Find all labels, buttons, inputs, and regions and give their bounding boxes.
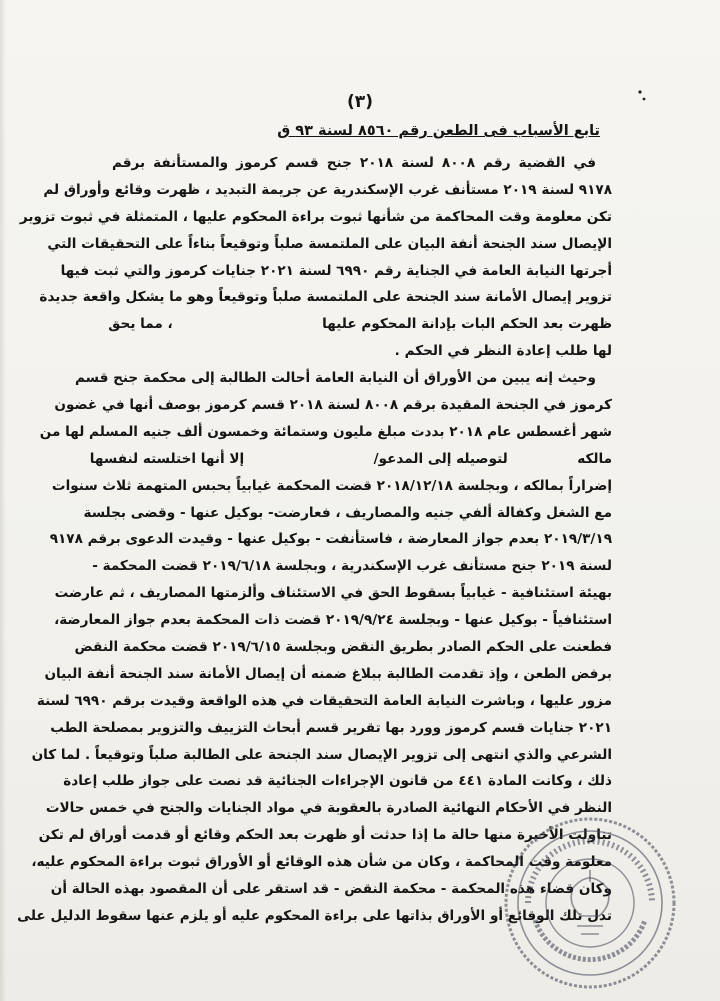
- text-line-3: تكن معلومة وقت المحاكمة من شأنها ثبوت براءة المحكوم عليها ، المتمثلة في ثبوت تزوير: [19, 208, 612, 225]
- text-line-22: ٢٠٢١ جنايات قسم كرموز وورد بها تقرير قسم أبحاث التزييف والتزوير بمصلحة الطب: [50, 719, 612, 736]
- text-line-2: ٩١٧٨ لسنة ٢٠١٩ مستأنف غرب الإسكندرية عن جريمة التبديد ، ظهرت وقائع وأوراق لم: [43, 181, 612, 198]
- text-line-12: [89, 446, 612, 473]
- redacted-gap: [177, 317, 317, 331]
- text-line-18: استئنافياً - بوكيل عنها - وبجلسة ٢٠١٩/٩/٢٤ قضت ذات المحكمة بعدم جواز المعارضة،: [54, 612, 612, 629]
- text-line-8: لها طلب إعادة النظر في الحكم .: [394, 343, 612, 360]
- text-line-29: تدل تلك الوقائع أو الأوراق بذاتها على براءة المحكوم عليه أو يلزم عنها سقوط الدليل على: [17, 907, 612, 924]
- scan-shadow-edge: [0, 0, 6, 1001]
- text-line-23: الشرعي والذي انتهى إلى تزوير الإيصال سند الجنحة على الطالبة صلباً وتوقيعاً . لما كان: [31, 746, 612, 763]
- section-heading: تابع الأسباب فى الطعن رقم ٨٥٦٠ لسنة ٩٣ ق: [277, 123, 600, 139]
- text-line-9: وحيث إنه يبين من الأوراق أن النيابة العامة أحالت الطالبة إلى محكمة جنح قسم: [74, 370, 596, 387]
- text-line-10: كرموز في الجنحة المقيدة برقم ٨٠٠٨ لسنة ٢٠١٨ قسم كرموز بوصف أنها في غضون: [54, 397, 612, 414]
- text-line-16: لسنة ٢٠١٩ جنح مستأنف غرب الإسكندرية ، وبجلسة ٢٠١٩/٦/١٨ قضت المحكمة -: [92, 558, 612, 575]
- redacted-gap: [512, 452, 572, 466]
- text-line-24: ذلك ، وكانت المادة ٤٤١ من قانون الإجراءات الجنائية قد نصت على جواز طلب إعادة: [63, 773, 612, 790]
- redacted-gap: [249, 452, 369, 466]
- text-line-20: برفض الطعن ، وإذ تقدمت الطالبة ببلاغ ضمنه أن إيصال الأمانة سند الجنحة أنفة البيان: [44, 665, 612, 682]
- text-line-12-middle: لتوصيله إلى المدعو/: [373, 450, 508, 467]
- text-line-6: تزوير إيصال الأمانة سند الجنحة على الملتمسة صلباً وتوقيعاً وهو ما يشكل واقعة جديدة: [39, 289, 612, 306]
- text-line-28: وكان قضاء هذه المحكمة - محكمة النقض - قد استقر على أن المقصود بهذه الحالة أن: [50, 881, 612, 898]
- text-line-13: إضراراً بمالكه ، وبجلسة ٢٠١٨/١٢/١٨ قضت المحكمة غيابياً بحبس المتهمة ثلاث سنوات: [51, 477, 612, 494]
- text-line-26: تناولت الأخيرة منها حالة ما إذا حدثت أو ظهرت بعد الحكم وقائع أو قدمت أوراق لم تكن: [38, 827, 612, 844]
- text-line-5: أجرتها النيابة العامة في الجناية رقم ٦٩٩٠ لسنة ٢٠٢١ جنايات كرموز والتي ثبت فيها: [60, 262, 612, 279]
- text-line-14: مع الشغل وكفالة ألفي جنيه والمصاريف ، فعارضت- بوكيل عنها - وقضى بجلسة: [83, 504, 612, 521]
- text-line-27: معلومة وقت المحاكمة ، وكان من شأن هذه الوقائع أو الأوراق ثبوت براءة المحكوم عليه،: [31, 854, 612, 871]
- text-line-25: النظر في الأحكام النهائية الصادرة بالعقوبة في مواد الجنايات والجنح في خمس حالات: [45, 800, 612, 817]
- text-line-7: [108, 311, 612, 338]
- text-line-12-start: مالكه: [577, 450, 612, 467]
- text-line-21: مزور عليها ، وباشرت النيابة العامة التحقيقات في هذه الواقعة وقيدت برقم ٦٩٩٠ لسنة: [36, 692, 612, 709]
- text-line-11: شهر أغسطس عام ٢٠١٨ بددت مبلغ مليون وستمائة وخمسون ألف جنيه المسلم لها من: [39, 423, 612, 440]
- court-seal-stamp-icon: [495, 808, 685, 993]
- page-number: (٣): [347, 92, 373, 112]
- text-line-17: بهيئة استئنافية - غيابياً بسقوط الحق في الاستئناف وألزمتها المصاريف ، ثم عارضت: [54, 585, 612, 602]
- text-line-12-tail: إلا أنها اختلسته لنفسها: [89, 450, 245, 467]
- text-line-7-start: ظهرت بعد الحكم البات بإدانة المحكوم عليها: [322, 316, 612, 333]
- text-line-7-tail: ، مما يحق: [108, 316, 173, 333]
- text-line-19: فطعنت على الحكم الصادر بطريق النقض وبجلسة ٢٠١٩/٦/١٥ قضت محكمة النقض: [74, 639, 612, 656]
- text-line-4: الإيصال سند الجنحة أنفة البيان على الملتمسة صلباً وتوقيعاً بناءاً على التحقيقات التي: [47, 235, 612, 252]
- text-line-1: في القضية رقم ٨٠٠٨ لسنة ٢٠١٨ جنح قسم كرموز والمستأنفة برقم: [112, 155, 596, 171]
- text-line-15: ٢٠١٩/٣/١٩ بعدم جواز المعارضة ، فاستأنفت - بوكيل عنها - وقيدت الدعوى برقم ٩١٧٨: [49, 531, 612, 548]
